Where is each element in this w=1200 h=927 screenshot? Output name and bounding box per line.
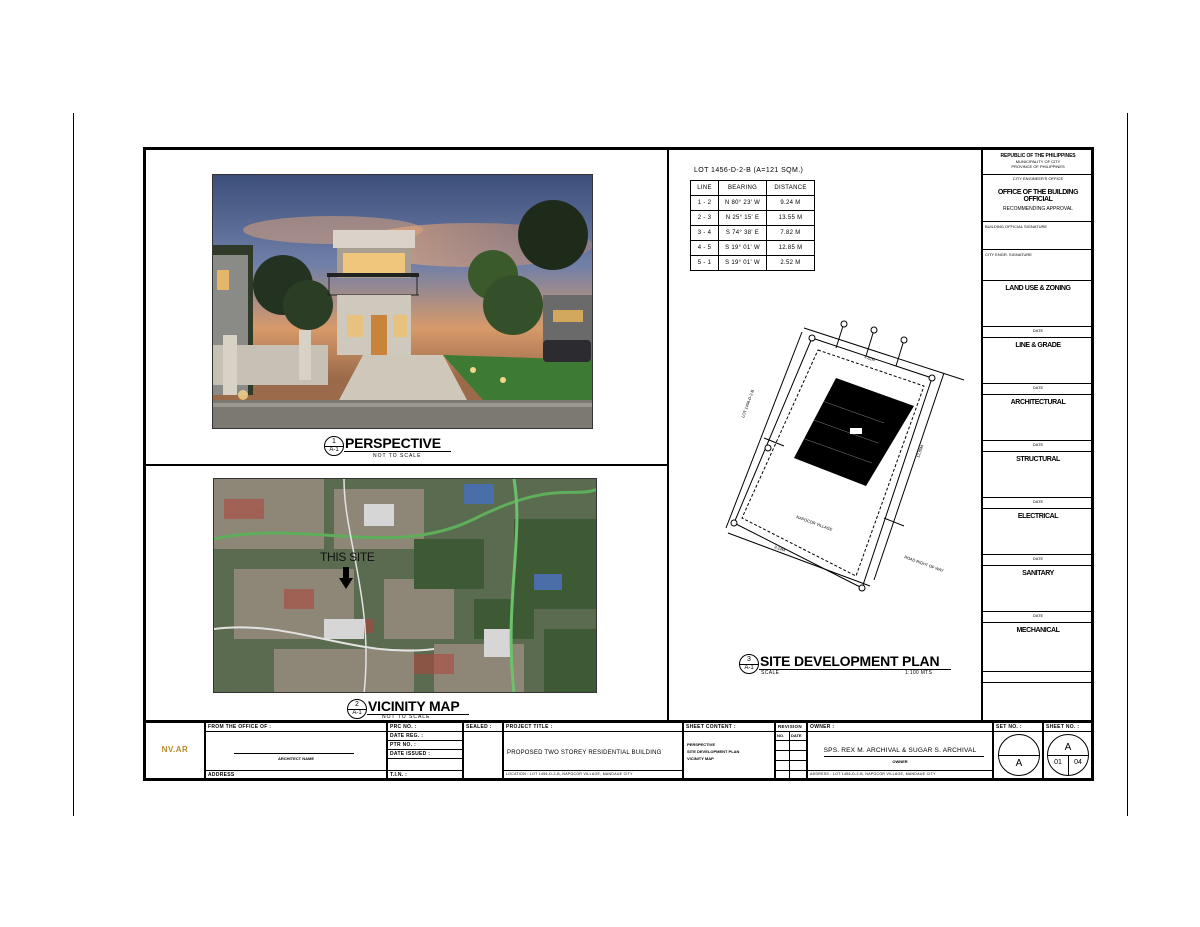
divider — [999, 755, 1039, 756]
perspective-title — [324, 435, 451, 459]
signature-label: CITY ENGR. SIGNATURE — [985, 252, 1032, 257]
svg-text:LOT 1456-D-2-B: LOT 1456-D-2-B — [740, 388, 756, 419]
building-official-text: OFFICE OF THE BUILDING OFFICIAL — [997, 189, 1079, 203]
section-electrical — [983, 509, 1093, 566]
lot-bearing-table — [690, 180, 815, 271]
sheet-content-item: SITE DEVELOPMENT PLAN — [687, 749, 740, 754]
vicinity-map-image — [213, 478, 597, 693]
section-label: ARCHITECTURAL — [1010, 399, 1066, 406]
detail-bubble: 3 A-1 — [739, 654, 759, 674]
sealed-cell — [462, 723, 502, 781]
table-cell: 9.24 M — [767, 196, 815, 211]
table-cell: 5 - 1 — [691, 256, 719, 271]
divider — [776, 750, 806, 751]
sheet-letter: A — [1064, 742, 1072, 753]
perspective-render — [212, 174, 593, 429]
section-line-grade — [983, 338, 1093, 395]
scale-note: NOT TO SCALE — [373, 453, 422, 459]
date-issued-label: DATE ISSUED : — [388, 750, 462, 759]
municipality-text: MUNICIPALITY OF CITY — [1015, 159, 1061, 164]
section-mechanical — [983, 623, 1093, 683]
architect-signature-line — [234, 753, 354, 754]
table-cell: S 19° 01' W — [719, 256, 767, 271]
site-marker-label: THIS SITE — [320, 550, 375, 564]
scale-note: NOT TO SCALE — [382, 714, 431, 720]
section-label: LINE & GRADE — [1015, 342, 1061, 349]
section-structural — [983, 452, 1093, 509]
from-office-label: FROM THE OFFICE OF : — [206, 723, 386, 732]
site-plan-title — [739, 654, 951, 674]
date-label: DATE — [983, 326, 1093, 335]
table-cell: 4 - 5 — [691, 241, 719, 256]
title-block — [146, 720, 1091, 778]
sheet-content-label: SHEET CONTENT : — [684, 723, 774, 732]
republic-text: REPUBLIC OF THE PHILIPPINES — [1000, 153, 1076, 159]
revision-date-header: DATE — [791, 733, 802, 738]
date-label: DATE — [983, 383, 1093, 392]
owner-role: OWNER — [892, 759, 908, 764]
svg-text:ROAD RIGHT OF WAY: ROAD RIGHT OF WAY — [903, 554, 945, 574]
sheet-content-cell — [682, 723, 774, 781]
table-cell: 2 - 3 — [691, 211, 719, 226]
sheet-total: 04 — [1074, 759, 1082, 766]
table-cell: 3 - 4 — [691, 226, 719, 241]
table-cell: S 74° 38' E — [719, 226, 767, 241]
table-cell: 2.52 M — [767, 256, 815, 271]
prc-label: PRC NO. : — [388, 723, 462, 732]
revision-grid — [776, 732, 806, 781]
sheet-no-label: SHEET NO. : — [1044, 723, 1091, 732]
section-architectural — [983, 395, 1093, 452]
set-no-circle — [998, 734, 1040, 776]
project-title-cell — [502, 723, 682, 781]
table-row — [691, 256, 815, 271]
from-office-cell — [204, 723, 386, 781]
owner-underline — [824, 756, 984, 757]
owner-name: SPS. REX M. ARCHIVAL & SUGAR S. ARCHIVAL — [823, 747, 977, 754]
project-title: PROPOSED TWO STOREY RESIDENTIAL BUILDING — [507, 750, 662, 756]
province-text: PROVINCE OF PHILIPPINES — [1011, 164, 1065, 169]
page-border-left — [73, 113, 74, 816]
table-cell: S 19° 01' W — [719, 241, 767, 256]
address-label: ADDRESS — [206, 770, 386, 781]
project-location: LOCATION : LOT 1456-D-2-B, NAPOCOR VILLAGE, MANDAUE CITY — [504, 770, 682, 781]
site-marker-arrow-icon — [339, 567, 353, 594]
svg-text:NAPOCOR VILLAGE: NAPOCOR VILLAGE — [795, 514, 834, 532]
table-cell: 1 - 2 — [691, 196, 719, 211]
date-reg-label: DATE REG. : — [388, 732, 462, 741]
scale-value: 1:100 MTS — [905, 670, 933, 676]
recommending-text: RECOMMENDING APPROVAL — [1003, 206, 1073, 212]
svg-text:4.82M: 4.82M — [863, 354, 876, 363]
lot-caption: LOT 1456-D-2-B (A=121 SQM.) — [694, 167, 804, 174]
project-title-label: PROJECT TITLE : — [504, 723, 682, 732]
divider — [776, 770, 806, 771]
table-cell: 13.55 M — [767, 211, 815, 226]
table-row — [691, 226, 815, 241]
owner-label: OWNER : — [808, 723, 992, 732]
table-row — [691, 241, 815, 256]
building-official-signature — [983, 222, 1093, 250]
scale-label: SCALE — [761, 670, 780, 676]
owner-address: ADDRESS : LOT 1456-D-2-B, NAPOCOR VILLAGE, MANDAUE CITY — [808, 770, 992, 781]
license-cell — [386, 723, 462, 781]
owner-cell — [806, 723, 992, 781]
divider-horizontal — [146, 464, 668, 466]
divider — [983, 671, 1093, 672]
detail-bubble: 2 A-1 — [347, 699, 367, 719]
svg-text:12.85M: 12.85M — [915, 444, 925, 459]
site-plan-drawing — [724, 318, 974, 598]
section-label: MECHANICAL — [1016, 627, 1060, 634]
drawing-title: PERSPECTIVE — [344, 436, 451, 452]
sheet-content-item: VICINITY MAP — [687, 756, 714, 761]
sheet-no-cell — [1042, 723, 1091, 781]
date-label: DATE — [983, 611, 1093, 620]
revision-no-header: NO. — [777, 733, 785, 738]
table-header: BEARING — [719, 181, 767, 196]
tin-label: T.I.N. : — [388, 770, 462, 781]
revision-cell — [774, 723, 806, 781]
date-label: DATE — [983, 440, 1093, 449]
drawing-title: VICINITY MAP — [367, 699, 469, 715]
logo-cell — [146, 723, 204, 781]
svg-text:9.24M: 9.24M — [773, 544, 786, 553]
set-no-cell — [992, 723, 1042, 781]
signature-label: BUILDING OFFICIAL SIGNATURE — [985, 224, 1048, 229]
divider — [776, 760, 806, 761]
sheet-content-item: PERSPECTIVE — [687, 742, 716, 747]
architect-name: ARCHITECT NAME — [278, 756, 314, 761]
table-header: LINE — [691, 181, 719, 196]
divider — [776, 740, 806, 741]
table-row — [691, 211, 815, 226]
table-row — [691, 196, 815, 211]
table-cell: 12.85 M — [767, 241, 815, 256]
date-label: DATE — [983, 554, 1093, 563]
table-cell: N 80° 23' W — [719, 196, 767, 211]
set-letter: A — [1015, 758, 1023, 769]
approval-column — [981, 150, 1091, 720]
divider-vertical — [667, 150, 669, 720]
sheet-number: 01 — [1054, 759, 1062, 766]
engineer-signature — [983, 250, 1093, 281]
table-cell: N 25° 15' E — [719, 211, 767, 226]
section-label: LAND USE & ZONING — [1005, 285, 1071, 292]
drawing-title: SITE DEVELOPMENT PLAN — [759, 654, 951, 670]
drawing-sheet — [143, 147, 1094, 781]
office-header — [983, 150, 1093, 222]
vicinity-title — [347, 699, 469, 719]
date-label: DATE — [983, 497, 1093, 506]
section-label: STRUCTURAL — [1016, 456, 1060, 463]
sheet-no-circle — [1047, 734, 1089, 776]
set-no-label: SET NO. : — [994, 723, 1042, 732]
sealed-label: SEALED : — [464, 723, 502, 732]
firm-logo: NV.AR — [161, 745, 189, 754]
table-header: DISTANCE — [767, 181, 815, 196]
section-land-use — [983, 281, 1093, 338]
detail-bubble: 1 A-1 — [324, 436, 344, 456]
page-border-right — [1127, 113, 1128, 816]
engineer-office-text: CITY ENGINEER'S OFFICE — [983, 174, 1093, 181]
ptr-label: PTR NO. : — [388, 741, 462, 750]
section-label: ELECTRICAL — [1017, 513, 1059, 520]
table-cell: 7.82 M — [767, 226, 815, 241]
section-label: SANITARY — [1022, 570, 1054, 577]
section-sanitary — [983, 566, 1093, 623]
revision-label: REVISION — [776, 723, 806, 732]
